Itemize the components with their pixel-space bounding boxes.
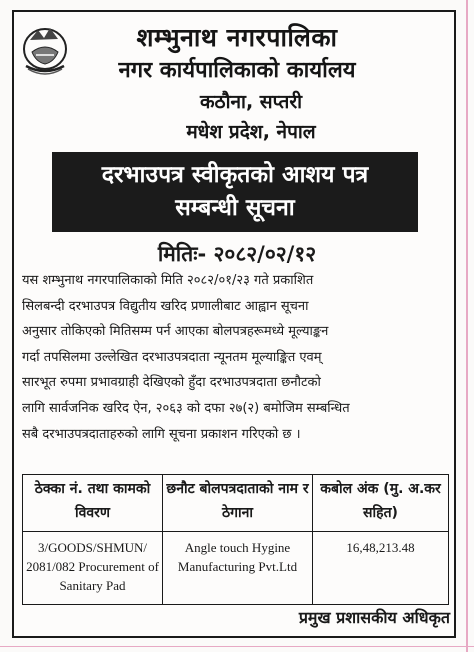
body-line: यस शम्भुनाथ नगरपालिकाको मिति २०८२/०१/२३ गते प्रकाशित — [22, 273, 314, 288]
table-row — [23, 532, 449, 605]
municipality-name: शम्भुनाथ नगरपालिका — [136, 23, 338, 52]
table-header-row — [23, 475, 449, 532]
banner-title-line-1: दरभाउपत्र स्वीकृतको आशय पत्र — [101, 162, 369, 188]
header-amount: कबोल अंक (मु. अ.कर सहित) — [313, 475, 449, 532]
cell-amount: 16,48,213.48 — [313, 532, 449, 605]
office-name: नगर कार्यपालिकाको कार्यालय — [118, 58, 356, 83]
body-line: गर्दा तपसिलमा उल्लेखित दरभाउपत्रदाता न्यूनतम मूल्याङ्कित एवम् — [22, 349, 322, 365]
cell-contract: 3/GOODS/SHMUN/ 2081/082 Procurement of Sanitary Pad — [23, 532, 163, 605]
notice-date: मितिः- २०८२/०२/१२ — [157, 242, 317, 266]
body-line: अनुसार तोकिएको मितिसम्म पर्न आएका बोलपत्रहरूमध्ये मूल्याङ्कन — [22, 324, 329, 340]
banner-title-line-2: सम्बन्धी सूचना — [175, 195, 295, 221]
cell-bidder: Angle touch Hygine Manufacturing Pvt.Ltd — [163, 532, 313, 605]
body-line: सबै दरभाउपत्रदाताहरुको लागि सूचना प्रकाशन गरिएको छ । — [22, 426, 301, 442]
award-table — [22, 474, 449, 605]
header-contract: ठेक्का नं. तथा कामको विवरण — [23, 475, 163, 532]
body-line: सिलबन्दी दरभाउपत्र विद्युतीय खरिद प्रणालीबाट आह्वान सूचना — [22, 298, 309, 314]
notice-title-banner — [52, 152, 418, 232]
notice-body — [22, 268, 448, 447]
signatory-title: प्रमुख प्रशासकीय अधिकृत — [298, 608, 450, 627]
bottom-margin-line — [0, 646, 474, 647]
body-line: सारभूत रुपमा प्रभावग्राही देखिएको हुँदा दरभाउपत्रदाता छनौटको — [22, 375, 321, 391]
body-line: लागि सार्वजनिक खरिद ऐन, २०६३ को दफा २७(२) बमोजिम सम्बन्धित — [22, 400, 350, 416]
header-bidder: छनौट बोलपत्रदाताको नाम र ठेगाना — [163, 475, 313, 532]
office-location: कठौना, सप्तरी — [199, 91, 303, 113]
province-country: मधेश प्रदेश, नेपाल — [186, 121, 316, 143]
